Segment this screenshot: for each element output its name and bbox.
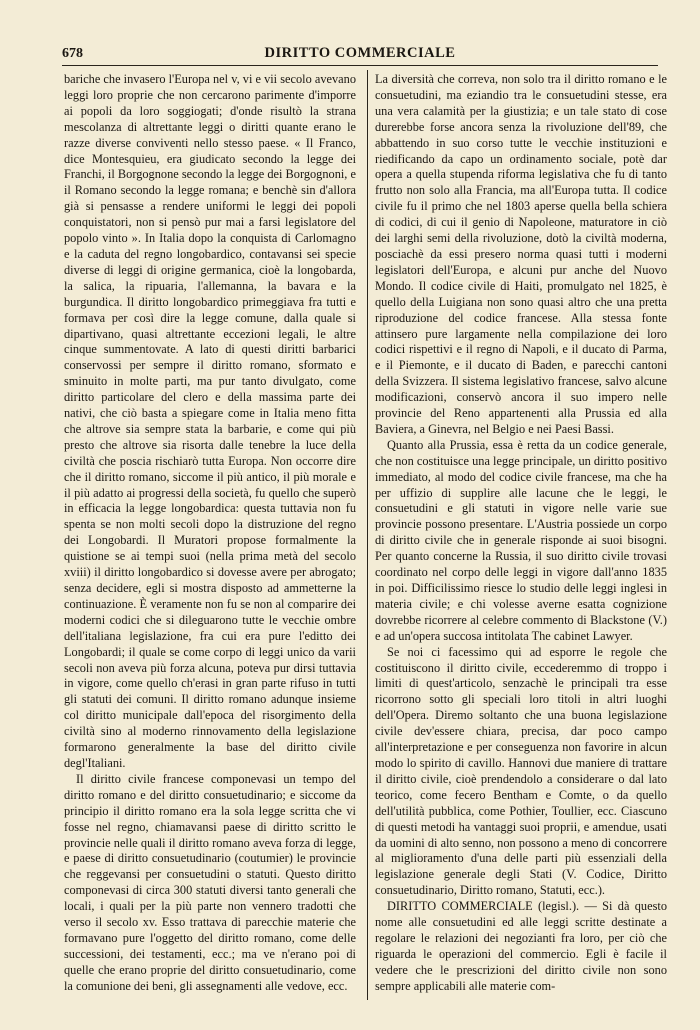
header-rule [62, 65, 658, 66]
paragraph: La diversità che correva, non solo tra il diritto romano e le consuetudini, ma eziandio tra le consuetudini stesse, era una vera calamità per la giustizia; e un tale stato di cose durerebbe forse ancora senza la rivoluzione dell'89, che abbattendo in suo corso tutte le vecchie instituzioni e riedificando da capo un ordinamento sociale, potè dar opera a quella stupenda riforma legislativa che fu di tanto frutto non solo alla Francia, ma all'Europa tutta. Il codice civile fu il primo che nel 1803 aperse quella bella schiera di codici, di cui il genio di Napoleone, maturatore in ciò dei larghi semi della rivoluzione, dotò la civiltà moderna, posciachè da essi presero norma quasi tutti i moderni legislatori dell'Europa, e alcuni pur anche del Nuovo Mondo. Il codice civile di Haiti, promulgato nel 1825, è quello della Luigiana non sono quasi altro che una pretta riproduzione del codice francese. Alla stessa fonte attinsero pure largamente nella compilazione dei loro codici rispettivi e il regno di Napoli, e il ducato di Parma, e il Piemonte, e il ducato di Baden, e parecchi cantoni della Svizzera. Il sistema legislativo francese, salvo alcune modificazioni, conservò ancora il suo impero nelle provincie del Reno appartenenti alla Prussia ed alla Baviera, a Ginevra, nel Belgio e nei Paesi Bassi. [375, 72, 667, 436]
paragraph: Il diritto civile francese componevasi un tempo del diritto romano e del diritto consuetudinario; e siccome da principio il diritto romano era la sola legge scritta che vi fosse nel regno, chiamavansi paese di diritto scritto le provincie nelle quali il diritto romano aveva forza di legge, e paese di diritto consuetudinario (coutumier) le provincie che reggevansi per consuetudini o statuti. Questo diritto componevasi di circa 300 statuti diversi tanto generali che locali, i quali per la più parte non vennero tradotti che verso il secolo xv. Esso trattava di parecchie materie che formavano pure l'oggetto del diritto romano, come delle successioni, dei testamenti, ecc.; ma ve n'erano poi di quelle che erano proprie del diritto consuetudinario, come la comunione dei beni, gli assegnamenti alle vedove, ecc. [64, 771, 356, 993]
article-heading-paragraph: DIRITTO COMMERCIALE (legisl.). — Si dà questo nome alle consuetudini ed alle leggi scritte destinate a regolare le relazioni dei negozianti fra loro, per ciò che riguarda le operazioni del commercio. Egli è facile il vedere che le prescrizioni del diritto civile non sono sempre applicabili alle materie com- [375, 899, 667, 993]
page-header [62, 42, 658, 64]
paragraph: Se noi ci facessimo qui ad esporre le regole che costituiscono il diritto civile, eccederemmo di troppo i limiti di quest'articolo, senzachè le principali tra esse ricorrono sotto gli speciali loro titoli in altri luoghi dell'Opera. Diremo soltanto che una buona legislazione civile dev'essere chiara, precisa, dar poco campo all'interpretazione e per conseguenza non favorire in alcun modo lo spirito di cavillo. Hannovi due maniere di trattare il diritto civile, cioè prendendolo a considerare o dal lato teorico, come fecero Bentham e Comte, o da quello dell'utilità pubblica, come Pothier, Toullier, ecc. Ciascuno di questi metodi ha vantaggi suoi proprii, e amendue, usati da uomini di alto senno, non possono a meno di concorrere al miglioramento d'una delle parti più essenziali della legislazione generale degli Stati (V. Codice, Diritto consuetudinario, Diritto romano, Statuti, ecc.). [375, 644, 667, 898]
column-divider [367, 70, 368, 1000]
page-number: 678 [62, 46, 83, 61]
left-column [64, 72, 356, 1002]
running-title: DIRITTO COMMERCIALE [264, 45, 456, 61]
paragraph: Quanto alla Prussia, essa è retta da un codice generale, che non costituisce una legge principale, un diritto positivo immediato, al modo del codice civile francese, ma che ha per uffizio di supplire alle lacune che le leggi, le consuetudini e gli statuti in vigore nelle varie sue provincie possono presentare. L'Austria possiede un corpo di diritto civile che in generale risponde ai suoi bisogni. Per quanto concerne la Russia, il suo diritto civile trovasi coordinato nel corpo delle leggi in vigore dall'anno 1835 in poi. Difficilissimo riesce lo studio delle leggi inglesi in materia civile; e chi volesse averne esatta cognizione dovrebbe ricorrere al celebre commento di Blackstone (V.) e ad un'opera succosa intitolata The cabinet Lawyer. [375, 437, 667, 643]
right-column [375, 72, 667, 1002]
paragraph: bariche che invasero l'Europa nel v, vi e vii secolo avevano leggi loro proprie che non cercarono parimente d'imporre ai popoli da loro soggiogati; d'onde risultò la strana mescolanza di altrettante leggi o diritti quante erano le razze diverse conviventi nello stesso paese. « Il Franco, dice Montesquieu, era giudicato secondo la legge dei Franchi, il Borgognone secondo la legge dei Borgognoni, e il Romano secondo la legge romana; e benchè sin d'allora già si pensasse a rendere uniformi le leggi dei popoli conquistatori, non si pensò pur mai a farsi legislatore del popolo vinto ». In Italia dopo la conquista di Carlomagno e la caduta del regno longobardico, contavansi sei specie diverse di leggi di origine germanica, cioè la longobarda, la salica, la ripuaria, l'allemanna, la bavara e la burgundica. Il diritto longobardico primeggiava fra tutti e formava per così dire la legge comune, dalla quale si dipartivano, quasi altrettante eccezioni legali, le altre cinque summentovate. A lato di questi diritti barbarici conservossi per sempre il diritto romano, sformato e sminuito in molte parti, ma pur tanto divulgato, come diritto particolare del clero e della massima parte dei nativi, che ciò basta a spiegare come in Italia meno fitta che altrove sia sempre stata la barbarie, e come qui più presto che altrove sia risorta dalle tenebre la luce della civiltà che poscia rischiarò tutta Europa. Non occorre dire che il diritto romano, siccome il più antico, il più morale e il più adatto ai progressi della società, fu quello che superò in efficacia la legge longobardica: questa tuttavia non fu spenta se non molti secoli dopo la distruzione del regno dei Longobardi. Il Muratori propose formalmente la quistione se ai tempi suoi (nella prima metà del secolo xviii) il diritto longobardico si dovesse avere per abrogato; senza decidere, egli si mostra disposto ad ammetterne la continuazione. È veramente non fu se non al comparire dei moderni codici che si dileguarono tutte le vecchie ombre dell'italiana legislazione, fra cui era pure l'editto dei Longobardi; il quale se come corpo di leggi unico da varii secoli non aveva più forza alcuna, poteva pur dirsi tuttavia in vigore, come quello ch'erasi in gran parte rifuso in tutti gli statuti dei comuni. Il diritto romano adunque insieme col diritto municipale dall'epoca del risorgimento della civiltà sino al moderno rinnovamento della legislazione formarono generalmente la base del diritto civile degl'Italiani. [64, 72, 356, 770]
